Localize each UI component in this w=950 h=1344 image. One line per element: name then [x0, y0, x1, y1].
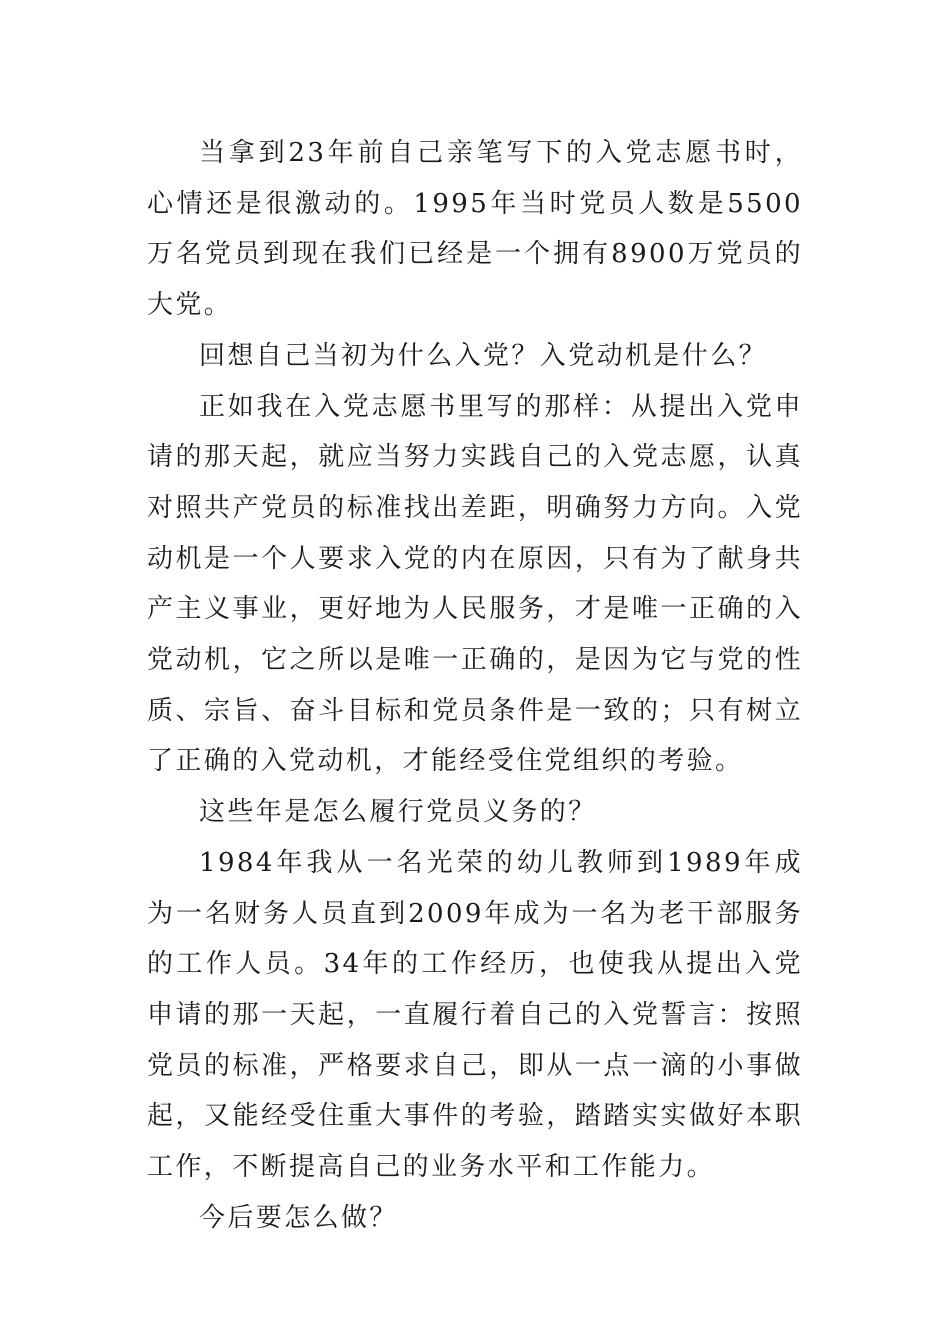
paragraph-3: 正如我在入党志愿书里写的那样：从提出入党申请的那天起，就应当努力实践自己的入党志愿，认真对照共产党员的标准找出差距，明确努力方向。入党动机是一个人要求入党的内在原因，只有为了献身共产主义事业，更好地为人民服务，才是唯一正确的入党动机，它之所以是唯一正确的，是因为它与党的性质、宗旨、奋斗目标和党员条件是一致的；只有树立了正确的入党动机，才能经受住党组织的考验。 — [147, 391, 803, 777]
document-body — [147, 128, 803, 1243]
paragraph-4: 这些年是怎么履行党员义务的？ — [199, 797, 597, 828]
paragraph-2: 回想自己当初为什么入党？入党动机是什么？ — [199, 340, 768, 371]
paragraph-5: 1984年我从一名光荣的幼儿教师到1989年成为一名财务人员直到2009年成为一名为老干部服务的工作人员。34年的工作经历，也使我从提出入党申请的那一天起，一直履行着自己的入党誓言：按照党员的标准，严格要求自己，即从一点一滴的小事做起，又能经受住重大事件的考验，踏踏实实做好本职工作，不断提高自己的业务水平和工作能力。 — [147, 847, 803, 1183]
paragraph-6: 今后要怎么做？ — [199, 1202, 398, 1233]
paragraph-1: 当拿到23年前自己亲笔写下的入党志愿书时，心情还是很激动的。1995年当时党员人数是5500万名党员到现在我们已经是一个拥有8900万党员的大党。 — [147, 138, 803, 321]
